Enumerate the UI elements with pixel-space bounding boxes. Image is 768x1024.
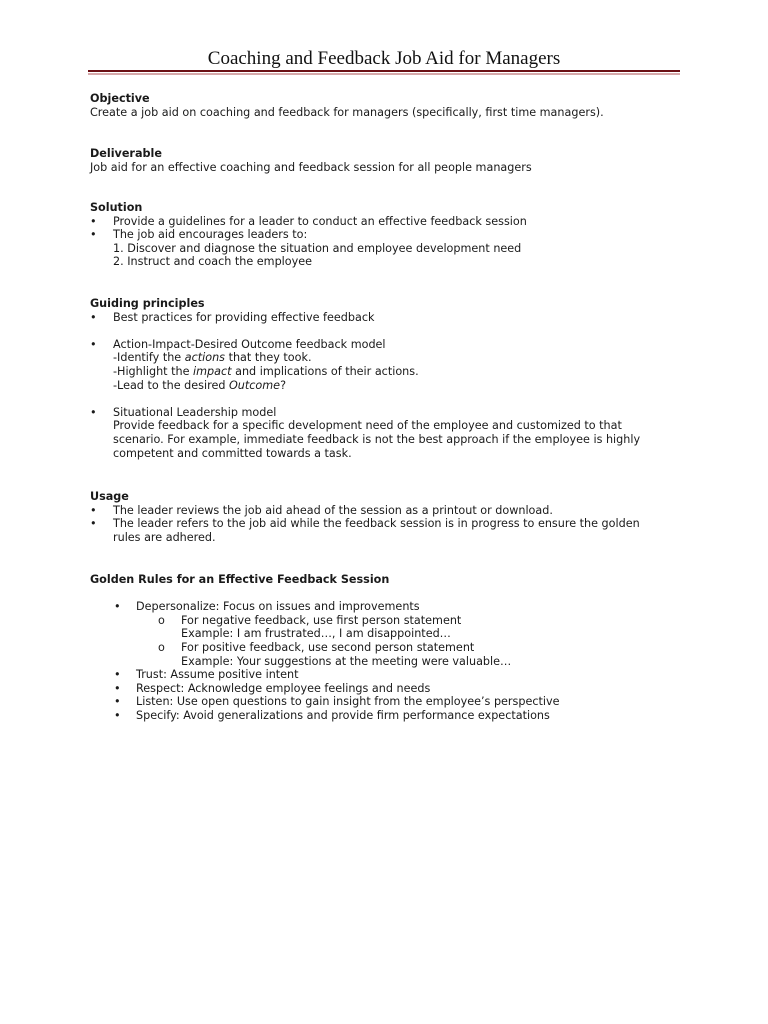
objective-section	[90, 92, 690, 119]
guiding-section	[90, 297, 690, 460]
guiding-heading: Guiding principles	[90, 297, 205, 310]
bullet-icon: •	[90, 228, 97, 242]
solution-step: 1. Discover and diagnose the situation and employee development need	[113, 241, 522, 255]
list-item: • Listen: Use open questions to gain insight from the employee’s perspective	[114, 695, 560, 709]
aido-line: -Identify the actions that they took.	[113, 351, 312, 365]
page-title: Coaching and Feedback Job Aid for Managers	[207, 48, 561, 69]
list-item: • Depersonalize: Focus on issues and improvements	[114, 600, 420, 614]
deliverable-text: Job aid for an effective coaching and feedback session for all people managers	[90, 160, 532, 174]
sl-text: competent and committed towards a task.	[113, 446, 352, 460]
list-item: • Action-Impact-Desired Outcome feedback model	[90, 337, 386, 351]
list-item: • Trust: Assume positive intent	[114, 668, 299, 682]
bullet-icon: •	[114, 695, 121, 709]
bullet-icon: •	[114, 681, 121, 695]
list-item: • Best practices for providing effective feedback	[90, 310, 375, 324]
title-rule	[88, 70, 680, 72]
aido-line: -Highlight the impact and implications of their actions.	[113, 364, 419, 378]
example-text: Example: Your suggestions at the meeting were valuable…	[181, 654, 512, 668]
list-item: • Situational Leadership model	[90, 405, 277, 419]
bullet-icon: •	[90, 517, 97, 531]
list-item: • Provide a guidelines for a leader to conduct an effective feedback session	[90, 214, 527, 228]
list-item: o For positive feedback, use second person statement	[158, 640, 475, 654]
circle-bullet-icon: o	[158, 613, 165, 627]
solution-section	[90, 201, 690, 269]
list-item: • Respect: Acknowledge employee feelings and needs	[114, 681, 431, 695]
circle-bullet-icon: o	[158, 640, 165, 654]
solution-heading: Solution	[90, 201, 143, 214]
bullet-icon: •	[90, 310, 97, 324]
title-rule-shadow	[88, 73, 680, 75]
list-item: o For negative feedback, use first person statement	[158, 613, 462, 627]
bullet-icon: •	[90, 337, 97, 351]
aido-line: -Lead to the desired Outcome?	[113, 378, 287, 392]
list-item: • The leader refers to the job aid while the feedback session is in progress to ensure the golden	[90, 517, 640, 531]
bullet-icon: •	[90, 405, 97, 419]
sl-text: Provide feedback for a specific development need of the employee and customized to that	[113, 419, 622, 433]
bullet-icon: •	[114, 600, 121, 614]
usage-heading: Usage	[90, 490, 129, 503]
bullet-icon: •	[114, 668, 121, 682]
usage-text: rules are adhered.	[113, 530, 216, 544]
list-item: • The job aid encourages leaders to:	[90, 228, 308, 242]
deliverable-heading: Deliverable	[90, 147, 162, 160]
list-item: • The leader reviews the job aid ahead of the session as a printout or download.	[90, 503, 553, 517]
bullet-icon: •	[114, 708, 121, 722]
deliverable-section	[90, 147, 690, 174]
example-text: Example: I am frustrated…, I am disappointed…	[181, 627, 451, 641]
bullet-icon: •	[90, 214, 97, 228]
golden-rules-heading: Golden Rules for an Effective Feedback Session	[90, 573, 390, 586]
list-item: • Specify: Avoid generalizations and provide firm performance expectations	[114, 708, 550, 722]
objective-heading: Objective	[90, 92, 150, 105]
sl-text: scenario. For example, immediate feedback is not the best approach if the employee is highly	[113, 432, 641, 446]
solution-step: 2. Instruct and coach the employee	[113, 255, 313, 269]
objective-text: Create a job aid on coaching and feedback for managers (specifically, first time managers).	[90, 105, 604, 119]
golden-rules-section	[90, 573, 690, 723]
usage-section	[90, 490, 690, 544]
bullet-icon: •	[90, 503, 97, 517]
